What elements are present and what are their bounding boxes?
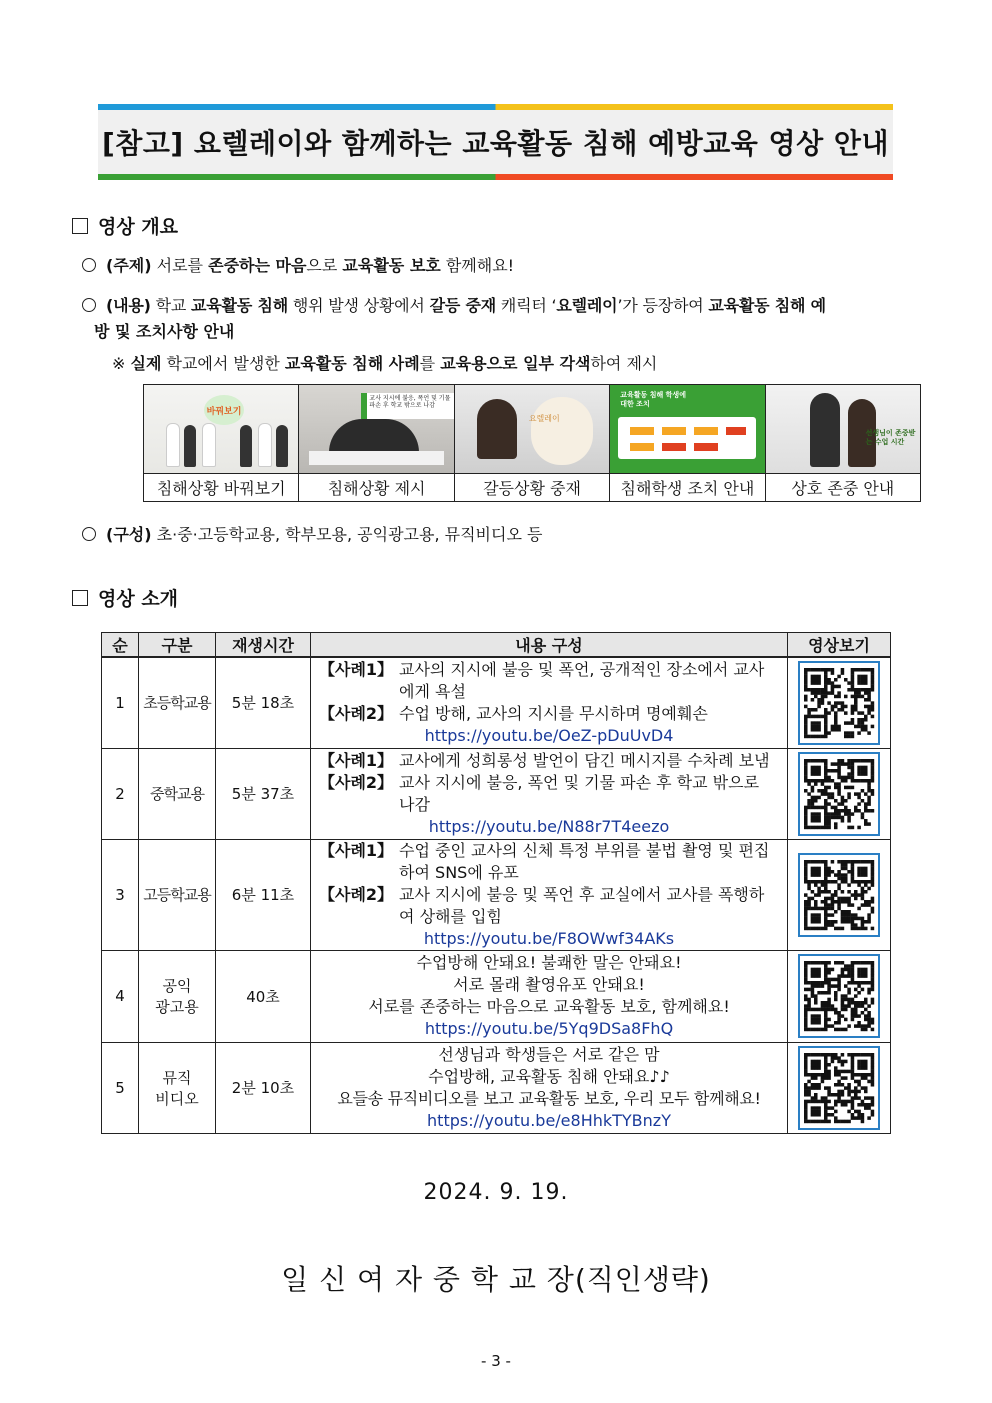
case-line (319, 840, 779, 884)
circle-bullet-icon (82, 258, 96, 272)
text-part: 학교에서 발생한 (161, 354, 285, 373)
text-part: 함께해요! (440, 256, 515, 275)
col-header-no: 순 (102, 633, 139, 658)
thumbnail-caption: 침해상황 바꿔보기 (156, 479, 286, 498)
content-line: 서로 몰래 촬영유포 안돼요! (453, 975, 645, 994)
qr-code-icon[interactable] (798, 954, 880, 1038)
row-content (311, 657, 788, 748)
circle-bullet-icon (82, 298, 96, 312)
content-item (82, 293, 922, 345)
row-content (311, 748, 788, 839)
theme-label: (주제) (106, 256, 152, 275)
col-header-duration: 재생시간 (216, 633, 311, 658)
content-line: 요들송 뮤직비디오를 보고 교육활동 보호, 우리 모두 함께해요! (337, 1088, 761, 1108)
case-label: 【사례1】 (319, 750, 394, 770)
text-part: ’가 등장하여 (617, 296, 709, 315)
table-header-row (102, 633, 891, 658)
text-part: 를 (419, 354, 441, 373)
row-number: 5 (102, 1042, 139, 1133)
thumbnail-1[interactable] (144, 385, 299, 501)
row-type-line: 뮤직 (162, 1068, 192, 1087)
qr-cell (788, 748, 891, 839)
signature-line: 일 신 여 자 중 학 교 장(직인생략) (281, 1263, 711, 1296)
text-part: ※ (112, 354, 131, 373)
thumbnail-overlay-text: 교육활동 침해 학생에 대한 조치 (620, 391, 686, 408)
thumbnail-caption: 갈등상황 중재 (483, 479, 581, 498)
row-number: 2 (102, 748, 139, 839)
thumbnail-overlay-text: 선생님이 존중받는 수업 시간 (865, 429, 916, 446)
youtube-link[interactable]: https://youtu.be/5Yq9DSa8FhQ (424, 1019, 674, 1038)
case-line (319, 772, 779, 816)
row-type-line: 광고용 (155, 998, 199, 1016)
row-number: 1 (102, 657, 139, 748)
thumbnail-caption: 상호 존중 안내 (791, 479, 895, 498)
checkbox-square-icon (72, 218, 88, 234)
col-header-content: 내용 구성 (311, 633, 788, 658)
col-header-type: 구분 (139, 633, 216, 658)
case-label: 【사례2】 (319, 703, 394, 723)
case-text: 교사에게 성희롱성 발언이 담긴 메시지를 수차례 보냄 (399, 750, 770, 770)
thumbnail-caption: 침해상황 제시 (327, 479, 426, 498)
youtube-link[interactable]: https://youtu.be/OeZ-pDuUvD4 (424, 725, 674, 745)
note-line (112, 351, 657, 377)
content-line2: 방 및 조치사항 안내 (94, 322, 235, 341)
qr-cell (788, 950, 891, 1042)
composition-label: (구성) (106, 525, 152, 544)
case-line (319, 884, 779, 928)
row-duration: 40초 (216, 950, 311, 1042)
section-heading-overview (72, 212, 178, 239)
qr-code-icon[interactable] (798, 752, 880, 836)
text-part: 서로를 (156, 256, 209, 275)
row-duration: 2분 10초 (216, 1042, 311, 1133)
text-part: 캐릭터 ‘ (495, 296, 557, 315)
row-duration: 5분 37초 (216, 748, 311, 839)
thumbnail-3[interactable] (455, 385, 610, 501)
thumbnail-image (299, 385, 453, 474)
row-duration: 6분 11초 (216, 839, 311, 950)
row-type: 중학교용 (139, 748, 216, 839)
thumbnail-image (144, 385, 298, 474)
content-line: 수업방해, 교육활동 침해 안돼요♪♪ (428, 1066, 670, 1086)
youtube-link[interactable]: https://youtu.be/F8OWwf34AKs (423, 928, 675, 948)
case-label: 【사례2】 (319, 772, 394, 792)
table-row (102, 748, 891, 839)
row-duration: 5분 18초 (216, 657, 311, 748)
video-table (101, 632, 891, 1134)
thumbnail-overlay-text: 교사 지시에 불응, 폭언 및 기물 파손 후 학교 밖으로 나감 (361, 393, 453, 419)
text-part-bold: 교육활동 침해 예 (708, 296, 826, 315)
qr-cell (788, 657, 891, 748)
content-line: 수업방해 안돼요! 불쾌한 말은 안돼요! (416, 953, 682, 972)
table-row (102, 950, 891, 1042)
thumbnail-image (766, 385, 920, 474)
circle-bullet-icon (82, 527, 96, 541)
case-line (319, 703, 779, 725)
qr-code-icon[interactable] (798, 661, 880, 745)
case-text: 수업 중인 교사의 신체 특정 부위를 불법 촬영 및 편집하여 SNS에 유포 (399, 840, 770, 882)
youtube-link[interactable]: https://youtu.be/e8HhkTYBnzY (427, 1110, 671, 1130)
table-row (102, 1042, 891, 1133)
video-thumbnail-strip (143, 384, 921, 502)
document-date: 2024. 9. 19. (423, 1180, 569, 1205)
text-part-bold: 요렐레이 (556, 296, 618, 315)
thumbnail-overlay-text: 요렐레이 (528, 414, 560, 423)
row-type-line: 비디오 (155, 1089, 199, 1108)
section-heading-text: 영상 개요 (98, 216, 179, 238)
text-part-bold: 교육활동 침해 사례 (284, 354, 420, 373)
composition-item (82, 522, 542, 548)
case-label: 【사례1】 (319, 840, 394, 860)
section-heading-text: 영상 소개 (98, 588, 179, 610)
text-part-bold: 갈등 중재 (429, 296, 496, 315)
thumbnail-4[interactable] (610, 385, 765, 501)
text-part: 하여 제시 (590, 354, 658, 373)
table-row (102, 839, 891, 950)
thumbnail-5[interactable] (766, 385, 920, 501)
text-part: 학교 (155, 296, 192, 315)
case-label: 【사례1】 (319, 659, 394, 679)
case-line (319, 750, 779, 772)
thumbnail-caption: 침해학생 조치 안내 (620, 479, 755, 498)
youtube-link[interactable]: https://youtu.be/N88r7T4eezo (428, 816, 670, 836)
thumbnail-image (455, 385, 609, 474)
case-line (319, 659, 779, 703)
qr-cell (788, 1042, 891, 1133)
row-content (311, 839, 788, 950)
text-part-bold: 교육활동 침해 (191, 296, 288, 315)
content-line: 선생님과 학생들은 서로 같은 맘 (438, 1044, 660, 1064)
col-header-qr: 영상보기 (788, 633, 891, 658)
row-content (311, 950, 788, 1042)
qr-code-icon[interactable] (798, 1046, 880, 1130)
text-part-bold: 교육용으로 일부 각색 (440, 354, 591, 373)
thumbnail-overlay-text: 바꿔보기 (204, 395, 244, 425)
qr-code-icon[interactable] (798, 853, 880, 937)
text-part: 으로 (306, 256, 343, 275)
case-text: 교사 지시에 불응 및 폭언 후 교실에서 교사를 폭행하여 상해를 입힘 (399, 884, 765, 926)
row-type: 고등학교용 (139, 839, 216, 950)
row-type (139, 1042, 216, 1133)
text-part-bold: 교육활동 보호 (342, 256, 441, 275)
case-text: 교사 지시에 불응, 폭언 및 기물 파손 후 학교 밖으로 나감 (399, 772, 760, 814)
row-type-line: 공익 (162, 977, 192, 995)
thumbnail-2[interactable] (299, 385, 454, 501)
page-title: [참고] 요렐레이와 함께하는 교육활동 침해 예방교육 영상 안내 (101, 127, 890, 160)
case-text: 수업 방해, 교사의 지시를 무시하며 명예훼손 (399, 703, 708, 723)
checkbox-square-icon (72, 590, 88, 606)
case-label: 【사례2】 (319, 884, 394, 904)
text-part-bold: 실제 (130, 354, 162, 373)
content-line: 서로를 존중하는 마음으로 교육활동 보호, 함께해요! (368, 997, 730, 1016)
theme-item (82, 253, 514, 279)
case-text: 교사의 지시에 불응 및 폭언, 공개적인 장소에서 교사에게 욕설 (399, 659, 765, 701)
row-type (139, 950, 216, 1042)
text-part: 행위 발생 상황에서 (287, 296, 430, 315)
row-content (311, 1042, 788, 1133)
row-type: 초등학교용 (139, 657, 216, 748)
page-number: - 3 - (481, 1352, 511, 1370)
content-label: (내용) (106, 296, 151, 315)
title-banner (98, 104, 893, 180)
text-part-bold: 존중하는 마음 (208, 256, 307, 275)
thumbnail-image (610, 385, 764, 474)
banner-bottom-bar (98, 174, 893, 180)
row-number: 3 (102, 839, 139, 950)
section-heading-intro (72, 584, 178, 611)
table-row (102, 657, 891, 748)
row-number: 4 (102, 950, 139, 1042)
qr-cell (788, 839, 891, 950)
composition-text: 초·중·고등학교용, 학부모용, 공익광고용, 뮤직비디오 등 (156, 525, 543, 544)
